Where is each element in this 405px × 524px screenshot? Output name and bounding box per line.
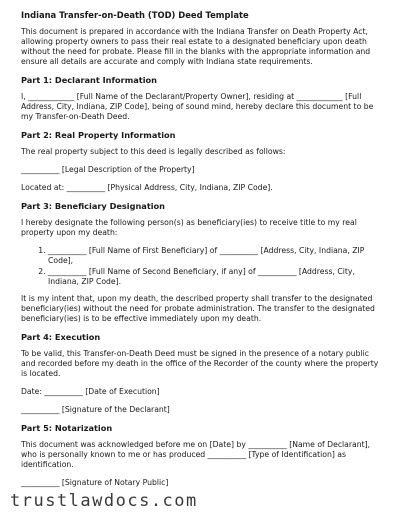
part4-text2: Date: __________ [Date of Execution] <box>21 387 160 396</box>
watermark: trustlawdocs.com <box>10 491 198 511</box>
beneficiary-item-2: 2. __________ [Full Name of Second Beneficiary, if any] of __________ [Address, City, Indiana, ZIP Code]. <box>48 267 384 287</box>
part5-heading: Part 5: Notarization <box>21 423 113 433</box>
part2-text2: __________ [Legal Description of the Property] <box>21 165 195 174</box>
intro-paragraph: This document is prepared in accordance with the Indiana Transfer on Death Property Act, allowing property owners to pass their real estate to a designated beneficiary upon death without the need for probate. Please fill in the blanks with the appropriate information and ensure all details are accurate and comply with Indiana state requirements. <box>21 27 371 66</box>
part1-heading: Part 1: Declarant Information <box>21 75 157 85</box>
part1-text: I, ____________ [Full Name of the Declarant/Property Owner], residing at ____________ [Full Address, City, Indiana, ZIP Code], being of sound mind, hereby declare this document to be my Transfer-on-Death Deed. <box>21 92 374 121</box>
part5-text1: This document was acknowledged before me on [Date] by __________ [Name of Declarant], who is personally known to me or has produced __________ [Type of Identification] as identification. <box>21 440 371 469</box>
part2-text1: The real property subject to this deed is legally described as follows: <box>21 147 286 156</box>
beneficiary-item-1: 1. __________ [Full Name of First Beneficiary] of __________ [Address, City, Indiana, ZIP Code], <box>48 246 384 266</box>
beneficiary-list <box>21 246 384 287</box>
part4-heading: Part 4: Execution <box>21 332 101 342</box>
part3-text1: I hereby designate the following person(s) as beneficiary(ies) to receive title to my real property upon my death: <box>21 218 357 237</box>
part4-text3: __________ [Signature of the Declarant] <box>21 405 170 414</box>
document-title: Indiana Transfer-on-Death (TOD) Deed Template <box>21 10 249 20</box>
part3-text2: It is my intent that, upon my death, the described property shall transfer to the designated beneficiary(ies) without the need for probate administration. The transfer to the designated beneficiary(ies) is to be effective immediately upon my death. <box>21 294 375 323</box>
part4-text1: To be valid, this Transfer-on-Death Deed must be signed in the presence of a notary public and recorded before my death in the office of the Recorder of the county where the property is located. <box>21 349 379 378</box>
part5-text2: __________ [Signature of Notary Public] <box>21 478 169 487</box>
part2-text3: Located at: __________ [Physical Address, City, Indiana, ZIP Code]. <box>21 183 273 192</box>
part3-heading: Part 3: Beneficiary Designation <box>21 201 166 211</box>
part2-heading: Part 2: Real Property Information <box>21 130 176 140</box>
